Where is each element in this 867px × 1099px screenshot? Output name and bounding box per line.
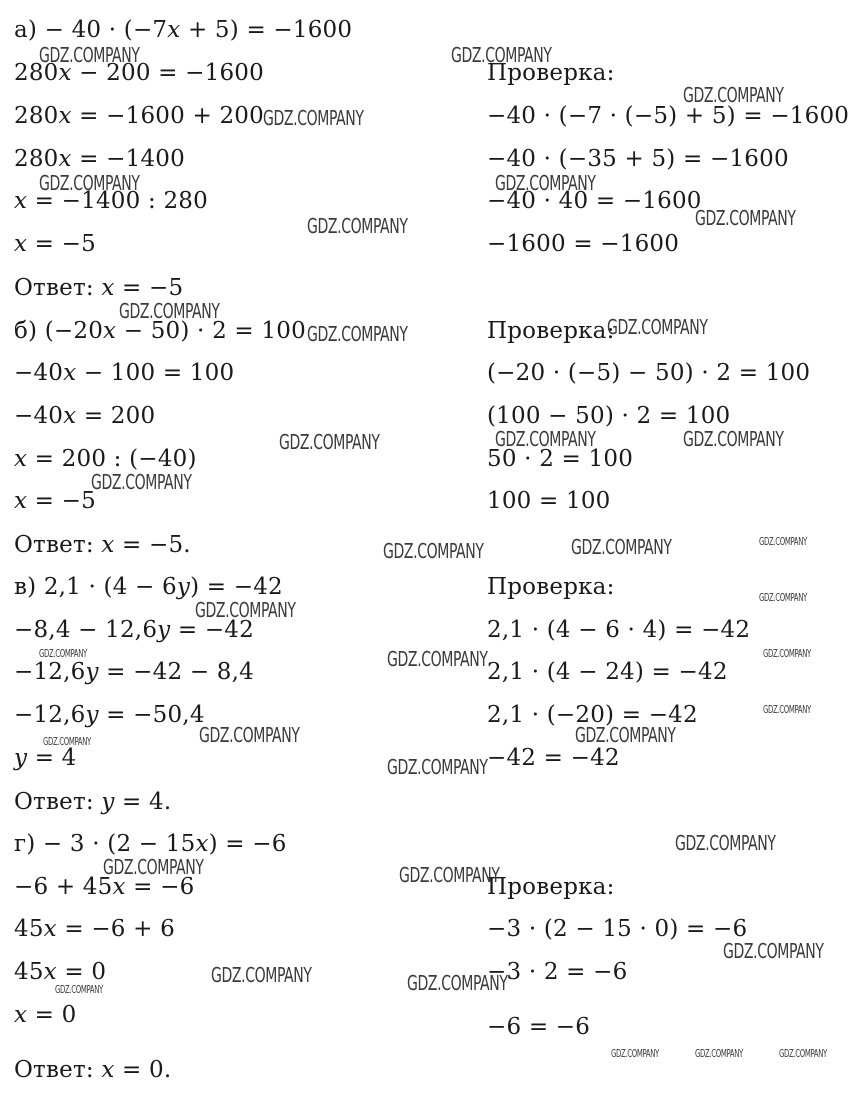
solution-c-equation: в) 2,1 · (4 − 6𝑦) = −42	[14, 574, 283, 600]
solution-b-step: 𝑥 = −5	[14, 488, 96, 514]
solution-a-answer: Ответ: 𝑥 = −5	[14, 275, 184, 301]
watermark: GDZ.COMPANY	[195, 598, 296, 622]
check-b-step: (−20 · (−5) − 50) · 2 = 100	[487, 360, 811, 386]
solution-a-step: 𝑥 = −5	[14, 231, 96, 257]
watermark: GDZ.COMPANY	[39, 171, 140, 195]
check-d-heading: Проверка:	[487, 874, 615, 900]
check-b-step: 50 · 2 = 100	[487, 446, 634, 472]
solution-c-step: 𝑦 = 4	[14, 745, 77, 771]
watermark: GDZ.COMPANY	[723, 939, 824, 963]
solution-d-answer: Ответ: 𝑥 = 0.	[14, 1057, 172, 1083]
watermark: GDZ.COMPANY	[575, 723, 676, 747]
watermark: GDZ.COMPANY	[307, 214, 408, 238]
watermark: GDZ.COMPANY	[279, 430, 380, 454]
watermark: GDZ.COMPANY	[119, 299, 220, 323]
check-b-step: 100 = 100	[487, 488, 611, 514]
check-c-step: 2,1 · (−20) = −42	[487, 702, 698, 728]
check-c-heading: Проверка:	[487, 574, 615, 600]
solution-d-step: 45𝑥 = 0	[14, 959, 107, 985]
solution-c-step: −12,6𝑦 = −50,4	[14, 702, 205, 728]
watermark: GDZ.COMPANY	[763, 703, 811, 716]
watermark: GDZ.COMPANY	[199, 723, 300, 747]
watermark: GDZ.COMPANY	[307, 322, 408, 346]
check-a-step: −40 · (−7 · (−5) + 5) = −1600	[487, 103, 850, 129]
check-b-heading: Проверка:	[487, 318, 615, 344]
watermark: GDZ.COMPANY	[695, 1047, 743, 1060]
check-a-step: −1600 = −1600	[487, 231, 680, 257]
watermark: GDZ.COMPANY	[55, 983, 103, 996]
solution-c-step: −12,6𝑦 = −42 − 8,4	[14, 659, 254, 685]
watermark: GDZ.COMPANY	[399, 863, 500, 887]
watermark: GDZ.COMPANY	[383, 539, 484, 563]
solution-b-answer: Ответ: 𝑥 = −5.	[14, 532, 191, 558]
check-c-step: −42 = −42	[487, 745, 620, 771]
watermark: GDZ.COMPANY	[387, 647, 488, 671]
solution-b-step: −40𝑥 = 200	[14, 403, 156, 429]
check-a-heading: Проверка:	[487, 60, 615, 86]
watermark: GDZ.COMPANY	[211, 963, 312, 987]
watermark: GDZ.COMPANY	[39, 43, 140, 67]
watermark: GDZ.COMPANY	[695, 206, 796, 230]
check-d-step: −6 = −6	[487, 1014, 591, 1040]
solution-a-equation: а) − 40 · (−7𝑥 + 5) = −1600	[14, 17, 353, 43]
watermark: GDZ.COMPANY	[91, 470, 192, 494]
solution-a-step: 𝑥 = −1400 : 280	[14, 188, 208, 214]
check-c-step: 2,1 · (4 − 24) = −42	[487, 659, 728, 685]
watermark: GDZ.COMPANY	[571, 535, 672, 559]
watermark: GDZ.COMPANY	[43, 735, 91, 748]
solution-d-step: −6 + 45𝑥 = −6	[14, 874, 195, 900]
watermark: GDZ.COMPANY	[683, 427, 784, 451]
check-c-step: 2,1 · (4 − 6 · 4) = −42	[487, 617, 751, 643]
watermark: GDZ.COMPANY	[39, 647, 87, 660]
watermark: GDZ.COMPANY	[759, 591, 807, 604]
solution-c-step: −8,4 − 12,6𝑦 = −42	[14, 617, 254, 643]
watermark: GDZ.COMPANY	[683, 83, 784, 107]
watermark: GDZ.COMPANY	[407, 971, 508, 995]
watermark: GDZ.COMPANY	[759, 535, 807, 548]
watermark: GDZ.COMPANY	[607, 315, 708, 339]
check-a-step: −40 · (−35 + 5) = −1600	[487, 146, 789, 172]
watermark: GDZ.COMPANY	[103, 855, 204, 879]
check-d-step: −3 · 2 = −6	[487, 959, 628, 985]
solution-a-step: 280𝑥 = −1400	[14, 146, 185, 172]
check-d-step: −3 · (2 − 15 · 0) = −6	[487, 916, 748, 942]
solution-c-answer: Ответ: 𝑦 = 4.	[14, 789, 172, 815]
solution-d-equation: г) − 3 · (2 − 15𝑥) = −6	[14, 831, 287, 857]
solution-b-equation: б) (−20𝑥 − 50) · 2 = 100	[14, 318, 306, 344]
watermark: GDZ.COMPANY	[611, 1047, 659, 1060]
solution-d-step: 45𝑥 = −6 + 6	[14, 916, 175, 942]
solution-a-step: 280𝑥 = −1600 + 200	[14, 103, 264, 129]
watermark: GDZ.COMPANY	[451, 43, 552, 67]
solution-a-step: 280𝑥 − 200 = −1600	[14, 60, 264, 86]
watermark: GDZ.COMPANY	[495, 171, 596, 195]
watermark: GDZ.COMPANY	[263, 106, 364, 130]
watermark: GDZ.COMPANY	[675, 831, 776, 855]
check-b-step: (100 − 50) · 2 = 100	[487, 403, 731, 429]
watermark: GDZ.COMPANY	[495, 427, 596, 451]
check-a-step: −40 · 40 = −1600	[487, 188, 702, 214]
watermark: GDZ.COMPANY	[387, 755, 488, 779]
solution-d-step: 𝑥 = 0	[14, 1002, 77, 1028]
solution-b-step: 𝑥 = 200 : (−40)	[14, 446, 197, 472]
watermark: GDZ.COMPANY	[779, 1047, 827, 1060]
watermark: GDZ.COMPANY	[763, 647, 811, 660]
solution-b-step: −40𝑥 − 100 = 100	[14, 360, 235, 386]
